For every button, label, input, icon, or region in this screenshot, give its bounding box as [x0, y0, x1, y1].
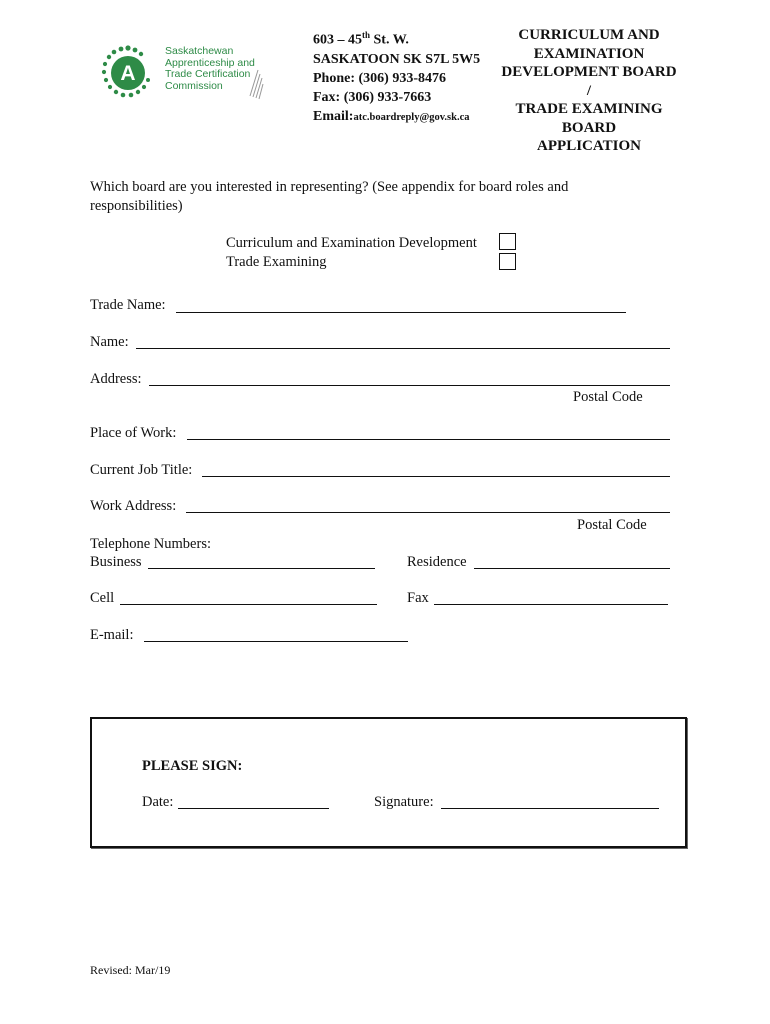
fax-label: Fax	[407, 590, 429, 606]
email-field[interactable]	[144, 641, 408, 642]
name-field[interactable]	[136, 348, 670, 349]
postal-code-label-2: Postal Code	[577, 517, 647, 533]
revised-date: Revised: Mar/19	[90, 963, 171, 977]
address-email: Email:atc.boardreply@gov.sk.ca	[313, 108, 470, 124]
cell-phone-field[interactable]	[120, 604, 377, 605]
job-title-label: Current Job Title:	[90, 462, 193, 478]
board-question-line2: responsibilities)	[90, 198, 183, 214]
date-label: Date:	[142, 794, 174, 810]
address-label: Address:	[90, 371, 142, 387]
address-phone: Phone: (306) 933-8476	[313, 70, 446, 86]
address-street: 603 – 45th St. W.	[313, 30, 409, 48]
postal-code-label-1: Postal Code	[573, 389, 643, 405]
residence-label: Residence	[407, 554, 467, 570]
fax-field[interactable]	[434, 604, 668, 605]
option-curriculum-checkbox[interactable]	[499, 233, 516, 250]
commission-name: Saskatchewan Apprenticeship and Trade Certification Commission	[165, 45, 255, 92]
place-of-work-label: Place of Work:	[90, 425, 177, 441]
date-field[interactable]	[178, 808, 329, 809]
place-of-work-field[interactable]	[187, 439, 670, 440]
logo-letter: A	[120, 62, 136, 85]
option-curriculum-label: Curriculum and Examination Development	[226, 235, 477, 251]
work-address-label: Work Address:	[90, 498, 177, 514]
signature-box	[90, 717, 687, 848]
form-title: CURRICULUM AND EXAMINATION DEVELOPMENT BOARD / TRADE EXAMINING BOARD APPLICATION	[501, 27, 677, 154]
telephone-numbers-label: Telephone Numbers:	[90, 536, 211, 552]
signature-field[interactable]	[441, 808, 659, 809]
address-field[interactable]	[149, 385, 670, 386]
email-label: E-mail:	[90, 627, 134, 643]
option-trade-examining-label: Trade Examining	[226, 254, 327, 270]
option-trade-examining-checkbox[interactable]	[499, 253, 516, 270]
residence-phone-field[interactable]	[474, 568, 670, 569]
cell-label: Cell	[90, 590, 115, 606]
job-title-field[interactable]	[202, 476, 670, 477]
trade-name-field[interactable]	[176, 312, 626, 313]
signature-label: Signature:	[374, 794, 434, 810]
address-block	[313, 26, 480, 127]
board-question-line1: Which board are you interested in representing? (See appendix for board roles and	[90, 179, 569, 195]
address-fax: Fax: (306) 933-7663	[313, 89, 432, 105]
business-label: Business	[90, 554, 142, 570]
name-label: Name:	[90, 334, 129, 350]
trade-name-label: Trade Name:	[90, 297, 166, 313]
address-city: SASKATOON SK S7L 5W5	[313, 51, 481, 67]
work-address-field[interactable]	[186, 512, 670, 513]
business-phone-field[interactable]	[148, 568, 375, 569]
please-sign-heading: PLEASE SIGN:	[142, 758, 243, 774]
